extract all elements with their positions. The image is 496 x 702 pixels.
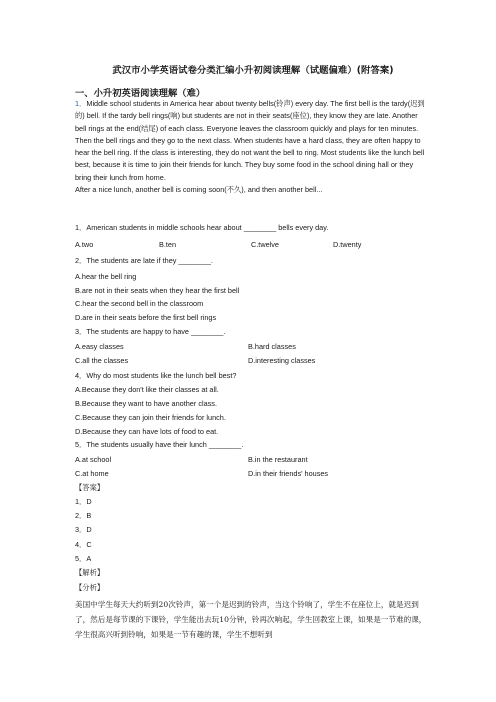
answer-item: 3．D [75, 525, 92, 534]
section-heading: 一、小升初英语阅读理解（难） [75, 88, 206, 99]
passage-text: Middle school students in America hear about twenty bells(铃声) every day. The first bell is the tardy(迟到的) bell. If the tardy bell rings(响) but students are not in their seats(座位), they know they are late. Another bell rings at the end(结尾) of each class. Everyone leaves the classroom quickly and plays for ten minutes. Then the bell rings and they go to the next class. When students have a hard class, they are often happy to hear the bell ring. If the class is interesting, they do not want the bell to ring. Most students like the lunch bell best, because it is time to join their friends for lunch. They buy some food in the school dining hall or they bring their lunch from home. [75, 99, 425, 182]
question-2-option-c: C.hear the second bell in the classroom [75, 299, 204, 308]
question-5-option-c: C.at home [75, 469, 109, 478]
question-3-stem: 3．The students are happy to have ________. [75, 327, 226, 336]
question-1-option-a: A.two [75, 240, 94, 249]
question-4-option-c: C.Because they can join their friends for lunch. [75, 413, 226, 422]
answer-label: 【答案】 [75, 483, 105, 492]
question-2-option-b: B.are not in their seats when they hear the first bell [75, 286, 240, 295]
analysis-text: 美国中学生每天大约听到20次铃声，第一个是迟到的铃声，当这个铃响了，学生不在座位上，就是迟到了，然后是每节课的下课铃，学生能出去玩10分钟，铃再次响起，学生回教室上课，如果是一节难的课，学生很高兴听到铃响，如果是一节有趣的课，学生不想听到 [75, 600, 427, 639]
document-title: 武汉市小学英语试卷分类汇编小升初阅读理解（试题偏难）(附答案) [112, 65, 394, 76]
answer-item: 2．B [75, 511, 92, 520]
question-4-option-b: B.Because they want to have another class. [75, 399, 217, 408]
answer-item: 1．D [75, 497, 92, 506]
explanation-label: 【解析】 [75, 568, 105, 577]
question-1-option-d: D.twenty [333, 240, 362, 249]
question-3-option-c: C.all the classes [75, 356, 129, 365]
question-5-option-b: B.in the restaurant [248, 455, 308, 464]
question-1-stem: 1．American students in middle schools hear about ________ bells every day. [75, 223, 329, 232]
reading-passage [75, 98, 431, 196]
question-3-option-a: A.easy classes [75, 342, 124, 351]
question-5-stem: 5．The students usually have their lunch ________. [75, 440, 244, 449]
analysis-label: 【分析】 [75, 583, 105, 592]
passage-body [75, 98, 431, 184]
question-5-option-a: A.at school [75, 455, 112, 464]
question-1-option-c: C.twelve [251, 240, 279, 249]
question-3-option-d: D.interesting classes [248, 356, 316, 365]
answer-item: 4．C [75, 540, 92, 549]
question-4-stem: 4．Why do most students like the lunch bell best? [75, 371, 237, 380]
passage-last-line: After a nice lunch, another bell is coming soon(不久), and then another bell... [75, 185, 323, 195]
question-3-option-b: B.hard classes [248, 342, 296, 351]
question-2-option-a: A.hear the bell ring [75, 272, 137, 281]
question-2-option-d: D.are in their seats before the first bell rings [75, 313, 217, 322]
question-1-option-b: B.ten [159, 240, 177, 249]
question-4-option-a: A.Because they don't like their classes at all. [75, 385, 219, 394]
analysis-text-block [75, 597, 431, 642]
passage-number: 1． [75, 99, 87, 108]
question-2-stem: 2．The students are late if they ________. [75, 256, 213, 265]
answer-item: 5．A [75, 554, 92, 563]
question-5-option-d: D.in their friends' houses [248, 469, 329, 478]
question-4-option-d: D.Because they can have lots of food to eat. [75, 427, 219, 436]
